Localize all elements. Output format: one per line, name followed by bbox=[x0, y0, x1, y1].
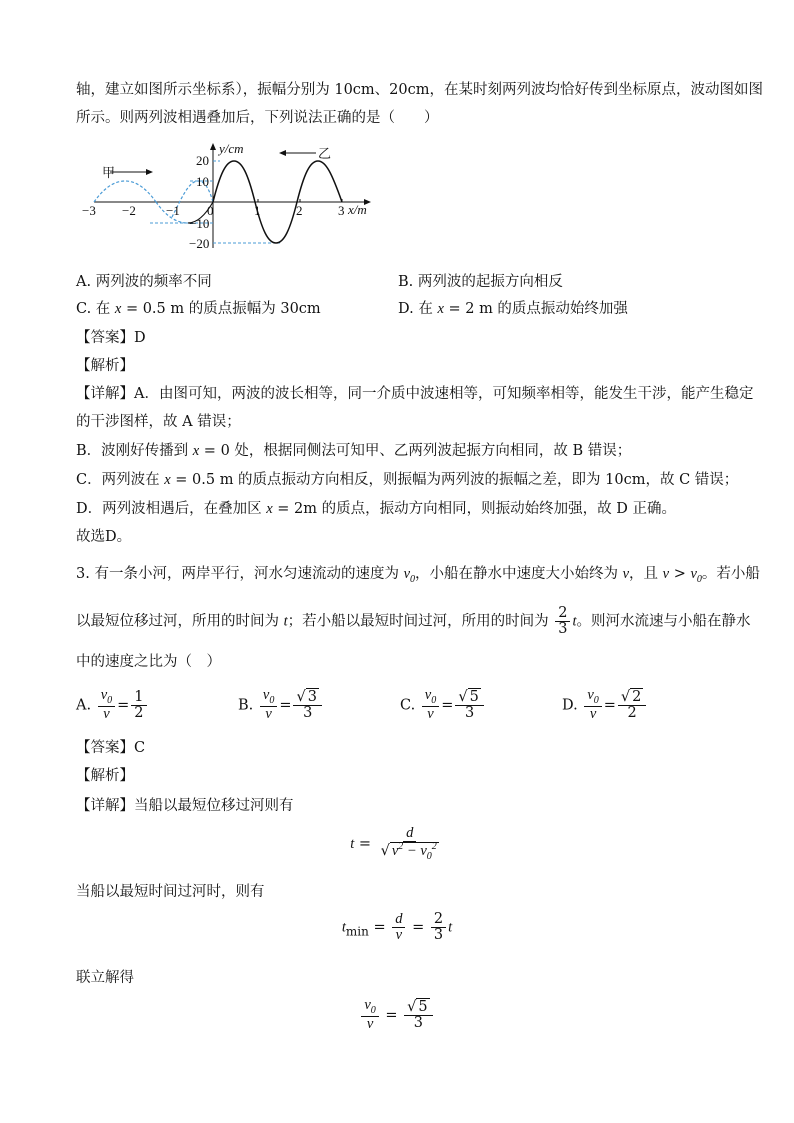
q2-detail-3 bbox=[76, 441, 631, 461]
q2-answer: 【答案】D bbox=[76, 330, 146, 346]
q2-detail-1: 【详解】A．由图可知，两波的波长相等，同一介质中波速相等，可知频率相等，能发生干涉，能产生稳定 bbox=[76, 386, 754, 402]
q3-line1-mid: ，小船在静水中速度大小始终为 bbox=[415, 566, 623, 582]
q2-analysis-title: 【解析】 bbox=[76, 358, 134, 374]
y-tick-neg20: −20 bbox=[189, 236, 210, 250]
q2-detail-4-post: = 0.5 m 的质点振动方向相反，则振幅为两列波的振幅之差，即为 10cm，故 C 错误； bbox=[170, 472, 739, 488]
q2-detail-3-post: = 0 处，根据同侧法可知甲、乙两列波起振方向相同，故 B 错误； bbox=[199, 443, 632, 459]
q3-text-line-1: 3. 有一条小河，两岸平行，河水匀速流动的速度为 $v_0$，小船在静水中速度大小始终为 v，且 $v > v_0$。若小船 bbox=[76, 566, 760, 585]
y-tick-20: 20 bbox=[196, 153, 209, 168]
q3-answer: 【答案】C bbox=[76, 740, 146, 756]
q3-line1-post: 。若小船 bbox=[701, 566, 760, 582]
q3-option-a: A. $\frac{v_0}{v}$ = $\frac{1}{2}$ bbox=[76, 688, 149, 723]
x-tick-label-3: 3 bbox=[338, 203, 345, 218]
q3-line1-mid2: ，且 bbox=[629, 566, 663, 582]
frac-sqrt5-3: $\frac{√ 5}{3}$ bbox=[455, 690, 483, 721]
wave-figure bbox=[80, 142, 380, 250]
q2-detail-4-pre: C．两列波在 bbox=[76, 472, 165, 488]
y-axis-label: y/cm bbox=[219, 142, 244, 156]
x-tick-label-neg2: −2 bbox=[122, 203, 136, 218]
x-tick-label-0: 0 bbox=[207, 203, 214, 218]
formula-t-d-sqrt: t = $\frac{d}{√ v^2 - v_0^2}$ bbox=[350, 825, 437, 862]
frac-2-3: $\frac{2}{3}$ bbox=[555, 606, 570, 637]
var-v: v bbox=[622, 566, 630, 582]
var-x: x bbox=[266, 501, 273, 517]
formula-v0-over-v: $\frac{v_0}{v}$ = $\frac{√ 5}{3}$ bbox=[0, 998, 794, 1033]
frac-v0-v: $\frac{v_0}{v}$ bbox=[260, 688, 277, 723]
q2-option-c bbox=[76, 299, 321, 319]
q2-detail-5-post: = 2m 的质点，振动方向相同，则振动始终加强，故 D 正确。 bbox=[272, 501, 676, 517]
frac-sqrt3-3: $\frac{√ 3}{3}$ bbox=[293, 690, 321, 721]
x-tick-label-neg1: −1 bbox=[166, 203, 180, 218]
q3-option-a-label: A. bbox=[76, 697, 92, 714]
q3-option-c: C. $\frac{v_0}{v}$ = $\frac{√ 5}{3}$ bbox=[400, 688, 486, 723]
q3-analysis-title: 【解析】 bbox=[76, 768, 134, 784]
q2-detail-4 bbox=[76, 470, 738, 490]
q3-option-c-label: C. bbox=[400, 697, 416, 714]
x-tick-label-1: 1 bbox=[254, 203, 261, 218]
q3-line2-mid: ；若小船以最短时间过河，所用的时间为 bbox=[287, 613, 554, 630]
x-axis-label: x/m bbox=[348, 202, 367, 217]
q3-text-line-2 bbox=[76, 606, 751, 637]
jia-arrowhead bbox=[146, 169, 153, 175]
q2-option-c-pre: C. 在 bbox=[76, 301, 115, 317]
q3-detail-2: 当船以最短时间过河时，则有 bbox=[76, 884, 265, 900]
yi-arrowhead bbox=[279, 150, 286, 156]
var-t: t bbox=[572, 613, 577, 630]
y-axis-arrow bbox=[210, 143, 216, 150]
var-t: t bbox=[283, 613, 288, 630]
y-tick-10: 10 bbox=[196, 174, 209, 189]
frac-v0-v: $\frac{v_0}{v}$ bbox=[422, 688, 439, 723]
q3-detail-3: 联立解得 bbox=[76, 970, 134, 986]
label-yi: 乙 bbox=[318, 146, 332, 161]
var-x: x bbox=[164, 472, 171, 488]
ineq-v-gt-v0: v bbox=[662, 566, 670, 582]
q2-detail-5-pre: D．两列波相遇后，在叠加区 bbox=[76, 501, 267, 517]
q2-detail-3-pre: B．波刚好传播到 bbox=[76, 443, 193, 459]
q2-detail-5 bbox=[76, 499, 676, 519]
var-x: x bbox=[192, 443, 200, 459]
frac-v0-v: $\frac{v_0}{v}$ bbox=[98, 688, 115, 723]
q3-line2-post: 。则河水流速与小船在静水 bbox=[576, 613, 751, 630]
y-tick-neg10: −10 bbox=[189, 216, 210, 231]
q3-line1-pre: 3. 有一条小河，两岸平行，河水匀速流动的速度为 bbox=[76, 566, 404, 582]
q2-detail-2: 的干涉图样，故 A 错误； bbox=[76, 414, 241, 430]
q3-line2-pre: 以最短位移过河，所用的时间为 bbox=[76, 613, 284, 630]
q2-option-d-post: = 2 m 的质点振动始终加强 bbox=[443, 301, 628, 317]
q2-text-line-1: 轴，建立如图所示坐标系），振幅分别为 10cm、20cm，在某时刻两列波均恰好传到坐标原点，波动图如图 bbox=[76, 82, 763, 98]
var-v0: $v_0$ bbox=[403, 566, 415, 585]
frac-sqrt2-2: $\frac{√ 2}{2}$ bbox=[618, 690, 646, 721]
x-tick-label-neg3: −3 bbox=[82, 203, 96, 218]
var-v0: $v_0$ bbox=[690, 566, 702, 585]
q3-option-d-label: D. bbox=[562, 697, 578, 714]
q3-option-d: D. $\frac{v_0}{v}$ = $\frac{√ 2}{2}$ bbox=[562, 688, 648, 723]
q3-detail-1: 【详解】当船以最短位移过河则有 bbox=[76, 798, 294, 814]
frac-v0-v: $\frac{v_0}{v}$ bbox=[584, 688, 601, 723]
q2-option-d-pre: D. 在 bbox=[398, 301, 438, 317]
q2-option-d-var: x bbox=[437, 301, 444, 317]
label-jia: 甲 bbox=[102, 165, 116, 180]
q2-option-c-post: = 0.5 m 的质点振幅为 30cm bbox=[121, 301, 321, 317]
q2-option-d bbox=[398, 299, 628, 319]
q2-option-b: B. 两列波的起振方向相反 bbox=[398, 274, 563, 290]
q3-option-b-label: B. bbox=[238, 697, 254, 714]
q2-conclusion: 故选D。 bbox=[76, 529, 132, 545]
x-tick-label-2: 2 bbox=[296, 203, 303, 218]
formula-tmin: $t_{min}$ = $\frac{d}{v}$ = $\frac{2}{3}$ t bbox=[341, 911, 453, 944]
jia-wave-crest bbox=[94, 181, 156, 202]
q2-text-line-2: 所示。则两列波相遇叠加后，下列说法正确的是（ ） bbox=[76, 110, 439, 126]
q3-text-line-3: 中的速度之比为（ ） bbox=[76, 654, 221, 670]
frac-1-2: $\frac{1}{2}$ bbox=[131, 690, 146, 721]
q3-option-b: B. $\frac{v_0}{v}$ = $\frac{√ 3}{3}$ bbox=[238, 688, 324, 723]
q2-option-c-var: x bbox=[114, 301, 122, 317]
q2-option-a: A. 两列波的频率不同 bbox=[76, 274, 212, 290]
